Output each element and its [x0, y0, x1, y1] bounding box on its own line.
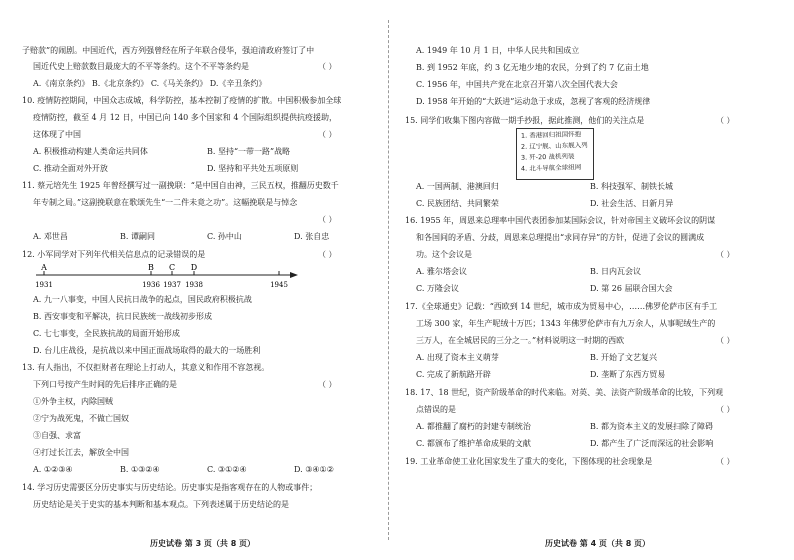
timeline-marker-c: C	[168, 263, 176, 272]
text-line: 年专制之局。”这副挽联意在歌颂先生“一二件未竟之功”。这幅挽联是与悼念	[33, 198, 298, 207]
answer-paren[interactable]: （ ）	[318, 215, 337, 224]
option: A. 都推翻了腐朽的封建专制统治	[416, 422, 531, 431]
timeline-marker-a: A	[41, 263, 47, 272]
option: B. 西安事变和平解决，抗日民族统一战线初步形成	[33, 312, 212, 321]
option: D. 坚持和平共处五项原则	[207, 164, 299, 173]
text-line: 下列口号按产生时间的先后排序正确的是	[33, 380, 177, 389]
option: B. 日内瓦会议	[590, 267, 641, 276]
note-line: 2. 辽宁舰、山东舰入列	[520, 141, 588, 151]
question-11: 11. 蔡元培先生 1925 年曾经撰写过一副挽联：“是中国自由神，三民五权，推翻历史数千	[22, 181, 339, 190]
timeline-marker-b: B	[148, 263, 154, 272]
note-line: 1. 香港回归祖国怀抱	[520, 130, 582, 140]
option: B. 到 1952 年底，约 3 亿无地少地的农民，分到了约 7 亿亩土地	[416, 63, 649, 72]
answer-paren[interactable]: （ ）	[716, 250, 735, 259]
option: A. 1949 年 10 月 1 日，中华人民共和国成立	[416, 46, 580, 55]
text-line: 和各国间的矛盾、分歧，周恩来总理提出“求同存异”的方针，促进了会议的圆满成	[416, 233, 705, 242]
answer-paren[interactable]: （ ）	[318, 250, 337, 259]
text-line: 这体现了中国	[33, 130, 81, 139]
question-10: 10. 疫情防控期间，中国众志成城，科学防控，基本控制了疫情的扩散。中国积极参加全球	[22, 96, 342, 105]
answer-paren[interactable]: （ ）	[716, 336, 735, 345]
answer-paren[interactable]: （ ）	[318, 380, 337, 389]
option: C. 民族团结、共同繁荣	[416, 199, 499, 208]
option: B. 坚持“一带一路”战略	[207, 147, 291, 156]
option: A. 出现了资本主义萌芽	[416, 353, 499, 362]
question-15: 15. 同学们收集下图内容做一期手抄报，据此推测，他们的关注点是	[405, 116, 645, 125]
answer-paren[interactable]: （ ）	[318, 130, 337, 139]
text-line: A.《南京条约》 B.《北京条约》 C.《马关条约》 D.《辛丑条约》	[33, 79, 267, 88]
timeline-year: 1931	[35, 281, 53, 289]
option: C. 1956 年，中国共产党在北京召开第八次全国代表大会	[416, 80, 618, 89]
question-17: 17.《全球通史》记载：“西欧到 14 世纪，城市成为贸易中心，……佛罗伦萨市区有手工	[405, 302, 718, 311]
left-page	[0, 0, 386, 560]
text-line: 子赔款”的闹剧。中国近代，西方列强曾经在所子年联合侵华，强迫清政府签订了中	[22, 46, 315, 55]
option: D. ③④①②	[294, 465, 334, 474]
text-line: 国近代史上赔款数目最庞大的不平等条约。这个不平等条约是	[33, 62, 249, 71]
timeline-year: 1936	[142, 281, 160, 289]
option: C. 七七事变，全民族抗战的局面开始形成	[33, 329, 180, 338]
option: D. 垄断了东西方贸易	[590, 370, 666, 379]
timeline-marker-d: D	[190, 263, 198, 272]
note-line: 4. 北斗导航全球组网	[520, 163, 582, 173]
timeline-year: 1938	[185, 281, 203, 289]
option: B. 谭嗣同	[120, 232, 155, 241]
question-12: 12. 小军同学对下列年代相关信息点的记录错误的是	[22, 250, 206, 259]
question-14: 14. 学习历史需要区分历史事实与历史结论。历史事实是指客观存在的人物或事件；	[22, 483, 318, 492]
question-13: 13. 有人指出，不仅拒财者在理论上打动人，其意义和作用不容忽视。	[22, 363, 270, 372]
option: C. 完成了新航路开辟	[416, 370, 491, 379]
option: C. 孙中山	[207, 232, 242, 241]
text-line: 历史结论是关于史实的基本判断和基本观点。下列表述属于历史结论的是	[33, 500, 289, 509]
page-divider	[388, 20, 389, 540]
option: A. ①②③④	[33, 465, 73, 474]
text-line: 三万人，在全城居民的三分之一。”材料说明这一时期的西欧	[416, 336, 625, 345]
answer-paren[interactable]: （ ）	[716, 405, 735, 414]
list-item: ③自强、求富	[33, 431, 81, 440]
option: B. ①③②④	[120, 465, 160, 474]
timeline-year: 1945	[270, 281, 288, 289]
option: D. 张自忠	[294, 232, 330, 241]
timeline-year: 1937	[163, 281, 181, 289]
note-line: 3. 歼-20 战机列装	[520, 152, 575, 162]
option: D. 台儿庄战役，是抗战以来中国正面战场取得的最大的一场胜利	[33, 346, 261, 355]
timeline-arrow	[290, 272, 298, 278]
page-footer: 历史试卷 第 4 页（共 8 页）	[545, 539, 651, 548]
question-19: 19. 工业革命使工业化国家发生了重大的变化，下图体现的社会现象是	[405, 457, 653, 466]
question-16: 16. 1955 年，周恩来总理率中国代表团参加某国际会议，针对帝国主义破坏会议的阴谋	[405, 216, 716, 225]
text-line: 疫情防控，截至 4 月 12 日，中国已向 140 多个国家和 4 个国际组织提供抗疫援助，	[33, 113, 337, 122]
option: D. 都产生了广泛而深远的社会影响	[590, 439, 714, 448]
option: A. 九一八事变，中国人民抗日战争的起点，国民政府积极抗战	[33, 295, 252, 304]
option: A. 雅尔塔会议	[416, 267, 467, 276]
handwritten-note-image	[516, 128, 594, 180]
answer-paren[interactable]: （ ）	[716, 116, 735, 125]
timeline-diagram	[32, 262, 332, 292]
option: C. 推动全面对外开放	[33, 164, 108, 173]
page-footer: 历史试卷 第 3 页（共 8 页）	[150, 539, 256, 548]
option: D. 第 26 届联合国大会	[590, 284, 673, 293]
list-item: ①外争主权，内除国贼	[33, 397, 113, 406]
option: B. 都为资本主义的发展扫除了障碍	[590, 422, 713, 431]
option: D. 1958 年开始的“大跃进”运动急于求成，忽视了客观的经济规律	[416, 97, 651, 106]
option: A. 邓世昌	[33, 232, 68, 241]
list-item: ②宁为战死鬼，不做亡国奴	[33, 414, 129, 423]
option: B. 开始了文艺复兴	[590, 353, 657, 362]
option: A. 一国两制、港澳回归	[416, 182, 499, 191]
answer-paren[interactable]: （ ）	[716, 457, 735, 466]
text-line: 工场 300 家，年生产呢绒十万匹；1343 年佛罗伦萨市有九万余人，从事呢绒生产的	[416, 319, 716, 328]
list-item: ④打过长江去，解放全中国	[33, 448, 129, 457]
text-line: 点错误的是	[416, 405, 456, 414]
option: C. 都颁布了维护革命成果的文献	[416, 439, 531, 448]
answer-paren[interactable]: （ ）	[318, 62, 337, 71]
option: B. 科技强军、制铁长城	[590, 182, 673, 191]
question-18: 18. 17、18 世纪，资产阶级革命的时代来临。对英、美、法资产阶级革命的比较，下列观	[405, 388, 724, 397]
text-line: 功。这个会议是	[416, 250, 472, 259]
option: C. ③①②④	[207, 465, 247, 474]
option: D. 社会生活、日新月异	[590, 199, 674, 208]
option: C. 万隆会议	[416, 284, 459, 293]
option: A. 积极推动构建人类命运共同体	[33, 147, 148, 156]
